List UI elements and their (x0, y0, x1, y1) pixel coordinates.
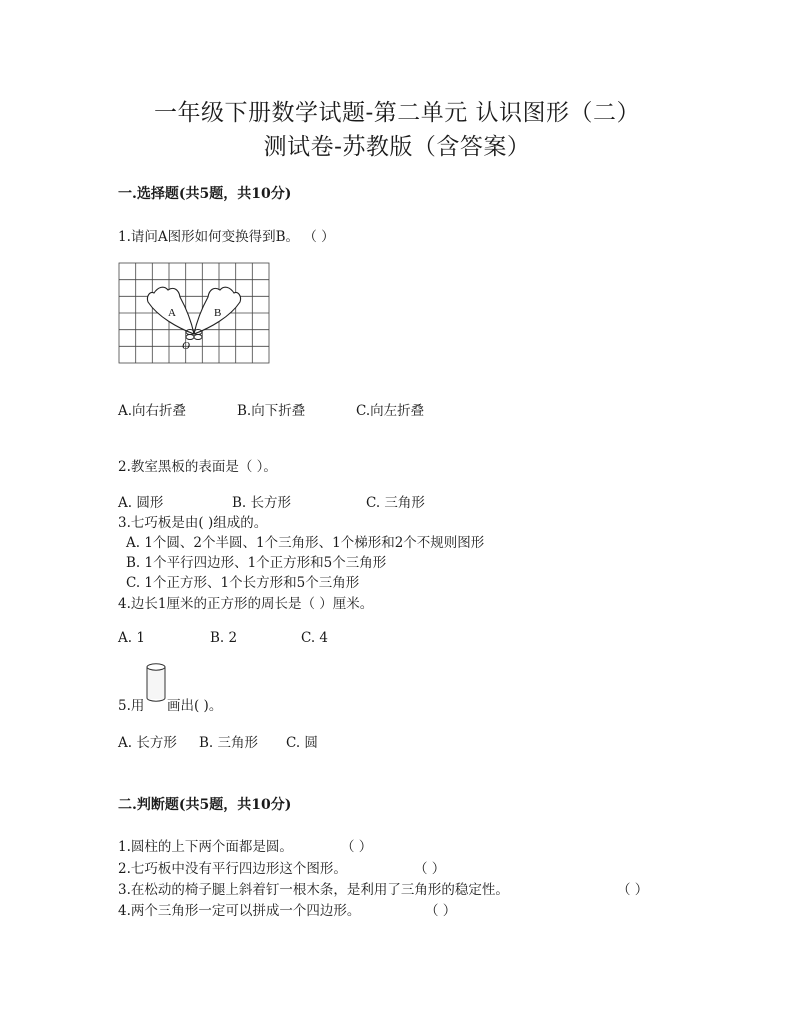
judge-item-2-blank: （ ） (414, 861, 446, 877)
judge-item-1 (118, 835, 293, 855)
q4-option-c: C. 4 (301, 630, 329, 646)
q4-text: 4.边长1厘米的正方形的周长是（ ）厘米。 (118, 596, 374, 612)
judge-item-1-text: 1.圆柱的上下两个面都是圆。 (118, 839, 293, 855)
section1-heading: 一.选择题(共5题，共10分) (118, 186, 292, 202)
q5-text-before: 5.用 (118, 698, 145, 714)
cylinder-icon (145, 662, 167, 704)
section2-heading: 二.判断题(共5题，共10分) (118, 797, 292, 813)
judge-item-2-text: 2.七巧板中没有平行四边形这个图形。 (118, 861, 347, 877)
q4-option-b: B. 2 (210, 630, 238, 646)
doc-title-line2: 测试卷-苏教版（含答案） (263, 134, 531, 160)
label-a: A (168, 307, 176, 319)
q5-text-after: 画出( )。 (167, 698, 223, 714)
judge-item-3-text: 3.在松动的椅子腿上斜着钉一根木条，是利用了三角形的稳定性。 (118, 882, 509, 898)
q5-option-b: B. 三角形 (199, 735, 259, 751)
judge-item-1-blank: （ ） (341, 839, 373, 855)
q1-option-b: B.向下折叠 (237, 403, 306, 419)
q2-option-a: A. 圆形 (118, 495, 164, 511)
q1-text: 1.请问A图形如何变换得到B。 （ ） (118, 229, 335, 245)
q3-option-b: B. 1个平行四边形、1个正方形和5个三角形 (126, 555, 387, 571)
label-b: B (214, 307, 222, 319)
q3-option-c: C. 1个正方形、1个长方形和5个三角形 (126, 575, 360, 591)
q4-option-a: A. 1 (118, 630, 145, 646)
q2-option-c: C. 三角形 (366, 495, 425, 511)
q3-text: 3.七巧板是由( )组成的。 (118, 515, 268, 531)
judge-item-4-blank: （ ） (425, 903, 457, 919)
judge-item-3-blank: （ ） (617, 882, 649, 898)
q1-option-c: C.向左折叠 (356, 403, 425, 419)
doc-title-line1: 一年级下册数学试题-第二单元 认识图形（二） (153, 100, 641, 126)
q5-option-c: C. 圆 (286, 735, 318, 751)
grid-lines (119, 263, 269, 363)
q2-option-b: B. 长方形 (232, 495, 292, 511)
q3-option-a: A. 1个圆、2个半圆、1个三角形、1个梯形和2个不规则图形 (126, 535, 485, 551)
judge-item-4 (118, 899, 360, 919)
judge-item-2 (118, 857, 347, 877)
q5-option-a: A. 长方形 (118, 735, 177, 751)
judge-item-4-text: 4.两个三角形一定可以拼成一个四边形。 (118, 903, 361, 919)
q2-text: 2.教室黑板的表面是（ ）。 (118, 459, 277, 475)
q1-grid-figure (118, 262, 270, 364)
judge-item-3 (118, 878, 509, 898)
q1-option-a: A.向右折叠 (118, 403, 187, 419)
label-o: O (182, 340, 190, 352)
